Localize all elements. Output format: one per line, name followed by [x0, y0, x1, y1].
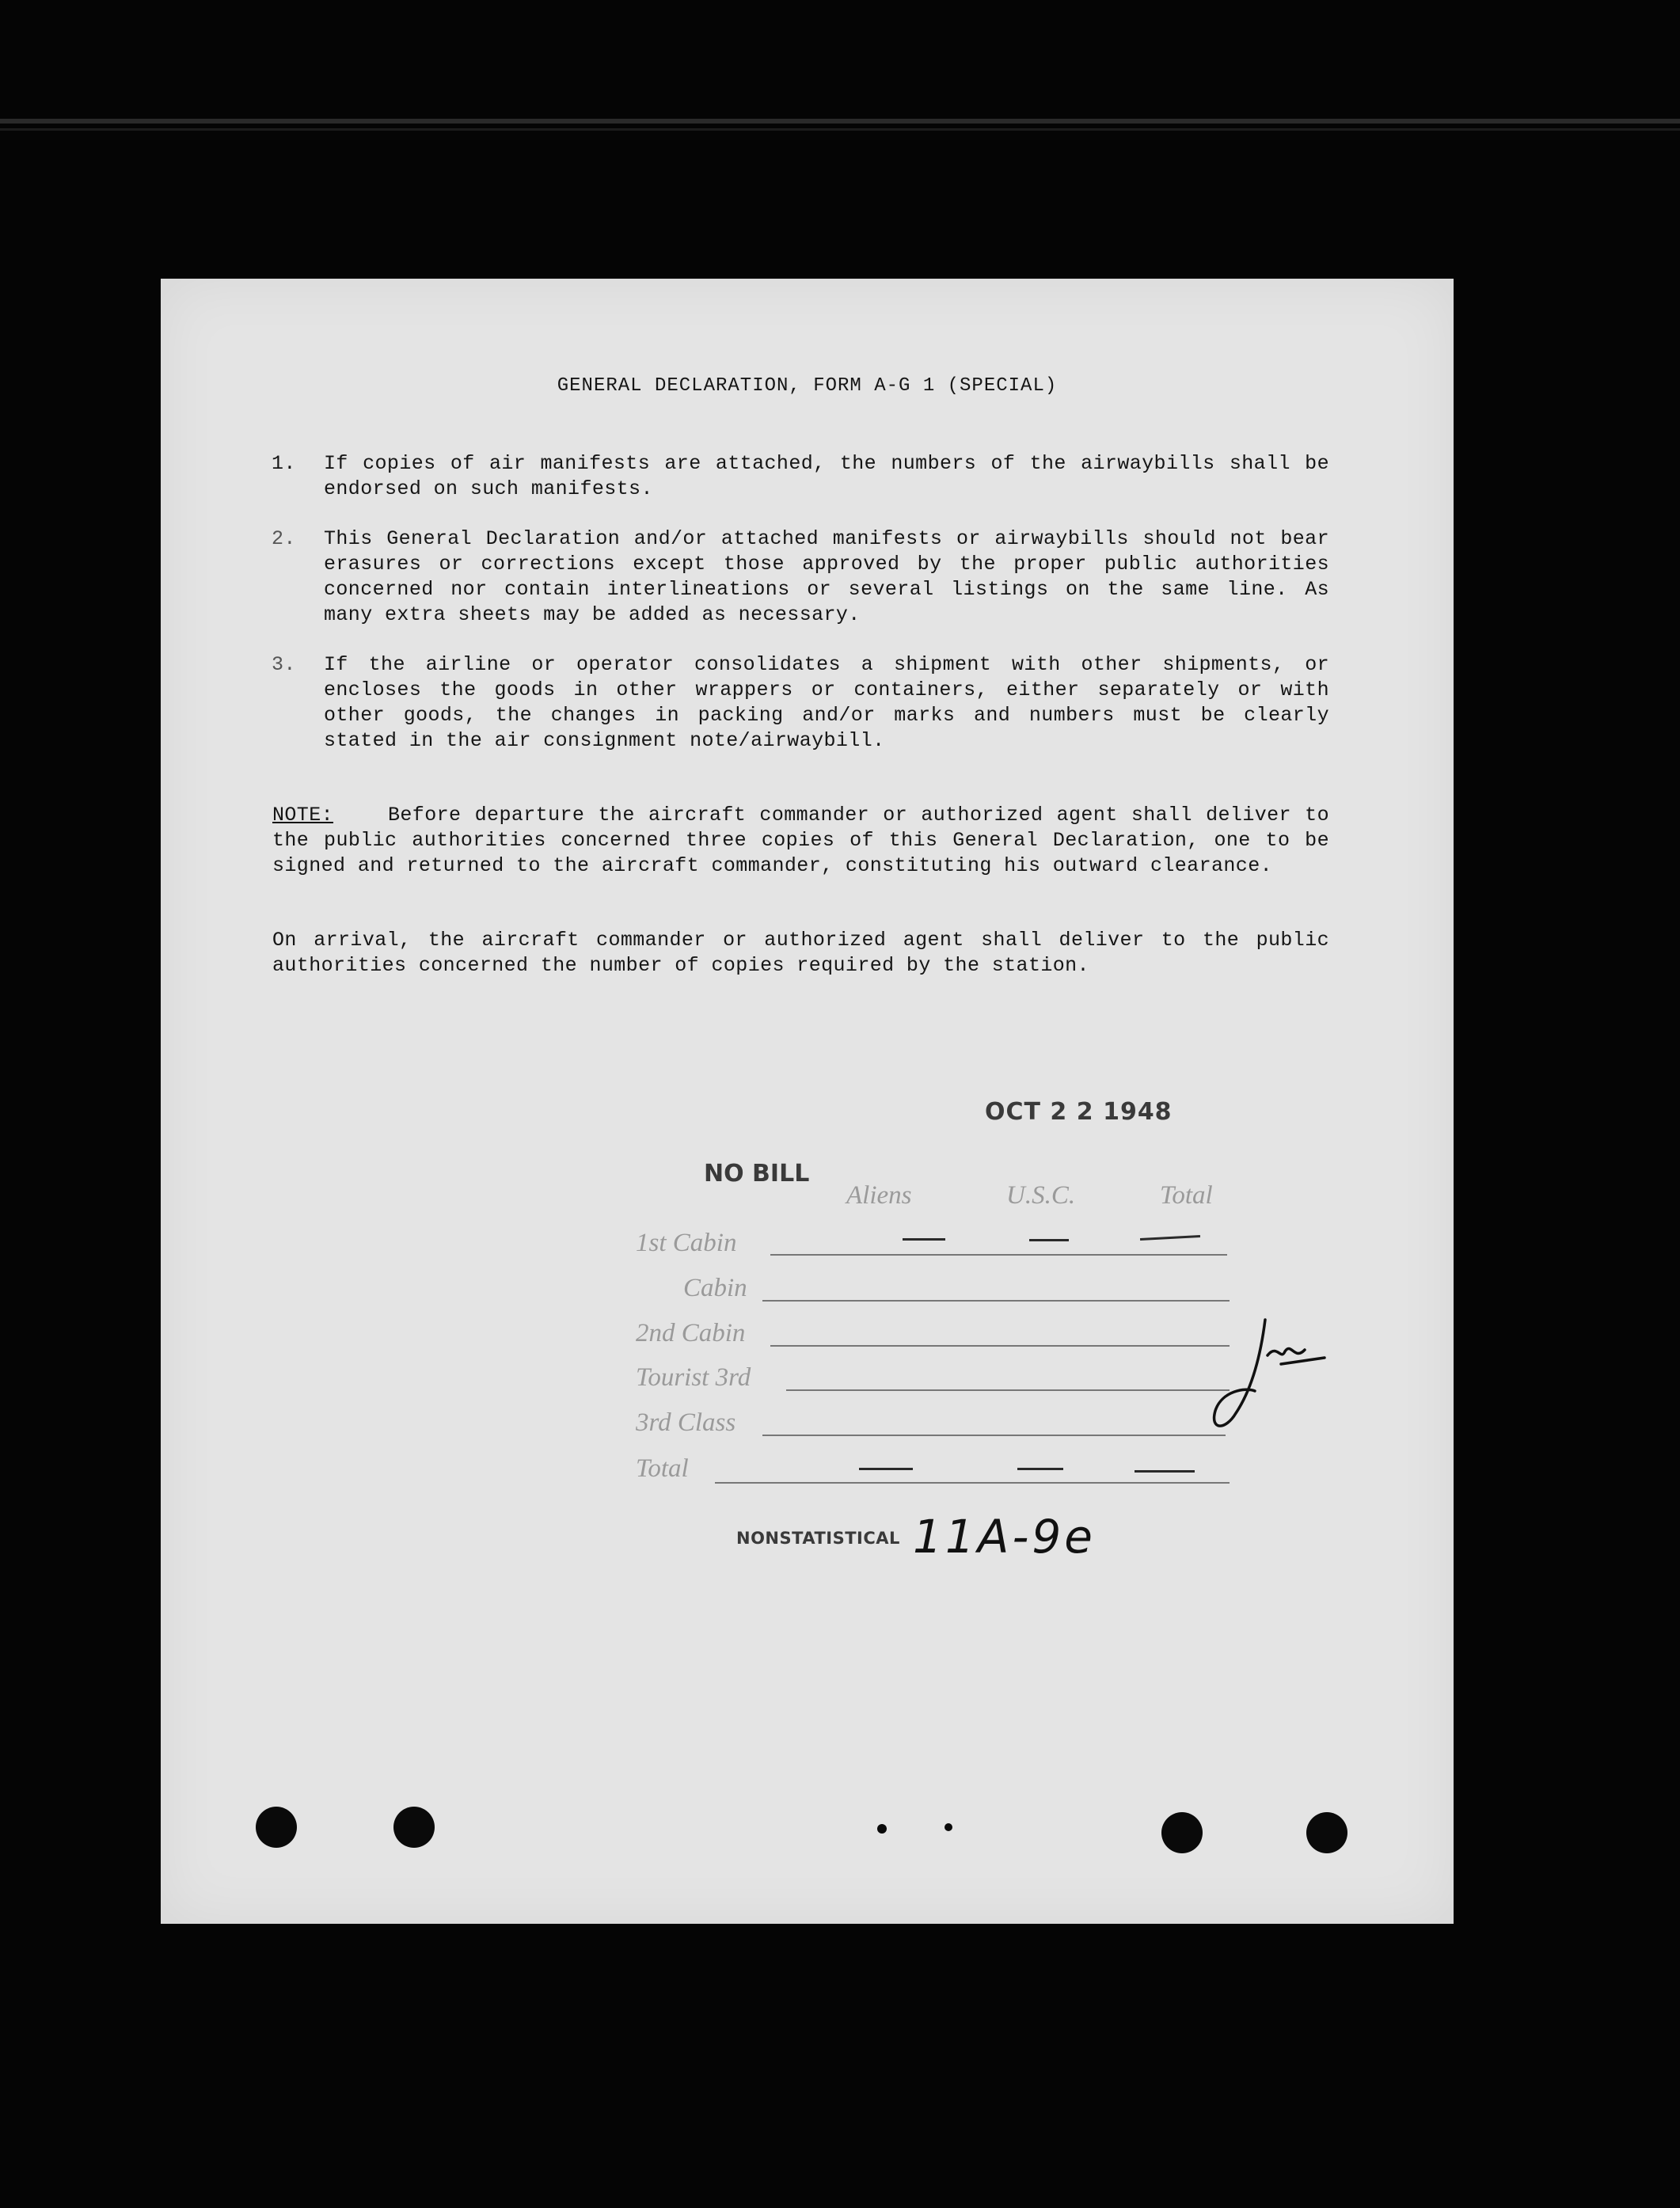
- item-text: If copies of air manifests are attached, the numbers of the airwaybills shall be endorsed on such manifests.: [324, 452, 1329, 500]
- tally-rule: [770, 1254, 1227, 1256]
- tally-dash: [1029, 1239, 1069, 1241]
- no-bill-stamp: NO BILL: [704, 1160, 810, 1188]
- row-label-1st-cabin: 1st Cabin: [636, 1229, 737, 1257]
- column-head-total: Total: [1160, 1181, 1213, 1210]
- tally-rule: [762, 1435, 1226, 1436]
- item-number: 3.: [272, 653, 296, 676]
- tally-rule: [770, 1345, 1230, 1347]
- form-title: GENERAL DECLARATION, FORM A-G 1 (SPECIAL): [557, 375, 1058, 397]
- document-page: [161, 279, 1454, 1924]
- note-paragraph: [272, 803, 1329, 879]
- row-label-total: Total: [636, 1454, 689, 1483]
- tally-dash: [903, 1238, 945, 1241]
- punch-hole: [256, 1807, 297, 1848]
- punch-mark: [945, 1823, 952, 1831]
- tally-dash: [1135, 1470, 1195, 1473]
- tally-rule: [715, 1482, 1230, 1484]
- row-label-2nd-cabin: 2nd Cabin: [636, 1319, 746, 1347]
- tally-dash: [859, 1468, 913, 1470]
- scanner-edge-line: [0, 128, 1680, 131]
- item-text: This General Declaration and/or attached manifests or airwaybills should not bear erasures or corrections except those approved by the proper public authorities concerned nor contain interlineations or several listings on the same line. As many extra sheets may be added as necessary.: [324, 527, 1329, 626]
- tally-rule: [762, 1300, 1230, 1302]
- note-text: Before departure the aircraft commander or authorized agent shall deliver to the public authorities concerned three copies of this General Declaration, one to be signed and returned to the aircraft commander, constituting his outward clearance.: [272, 804, 1329, 877]
- row-label-tourist-3rd: Tourist 3rd: [636, 1363, 751, 1392]
- punch-hole: [1306, 1812, 1347, 1853]
- punch-hole: [1161, 1812, 1203, 1853]
- scanner-edge-line: [0, 119, 1680, 124]
- handwritten-code: 11A-9e: [913, 1510, 1096, 1564]
- tally-dash: [1017, 1468, 1063, 1470]
- date-stamp: OCT 2 2 1948: [985, 1098, 1173, 1126]
- column-head-usc: U.S.C.: [1006, 1181, 1076, 1210]
- nonstatistical-stamp: NONSTATISTICAL: [736, 1529, 900, 1548]
- item-number: 2.: [272, 527, 296, 550]
- item-number: 1.: [272, 452, 296, 475]
- punch-hole: [393, 1807, 435, 1848]
- row-label-3rd-class: 3rd Class: [636, 1408, 736, 1437]
- row-label-cabin: Cabin: [683, 1274, 747, 1302]
- tally-dash: [1140, 1235, 1200, 1241]
- handwritten-initials: [1206, 1312, 1332, 1438]
- punch-mark: [877, 1824, 887, 1834]
- note-label: NOTE:: [272, 804, 334, 827]
- arrival-paragraph: On arrival, the aircraft commander or authorized agent shall deliver to the public authorities concerned the number of copies required by the station.: [272, 929, 1329, 977]
- tally-rule: [786, 1389, 1230, 1391]
- item-text: If the airline or operator consolidates a shipment with other shipments, or encloses the goods in other wrappers or containers, either separately or with other goods, the changes in packing and/or marks and numbers must be clearly stated in the air consignment note/airwaybill.: [324, 653, 1329, 752]
- column-head-aliens: Aliens: [846, 1181, 912, 1210]
